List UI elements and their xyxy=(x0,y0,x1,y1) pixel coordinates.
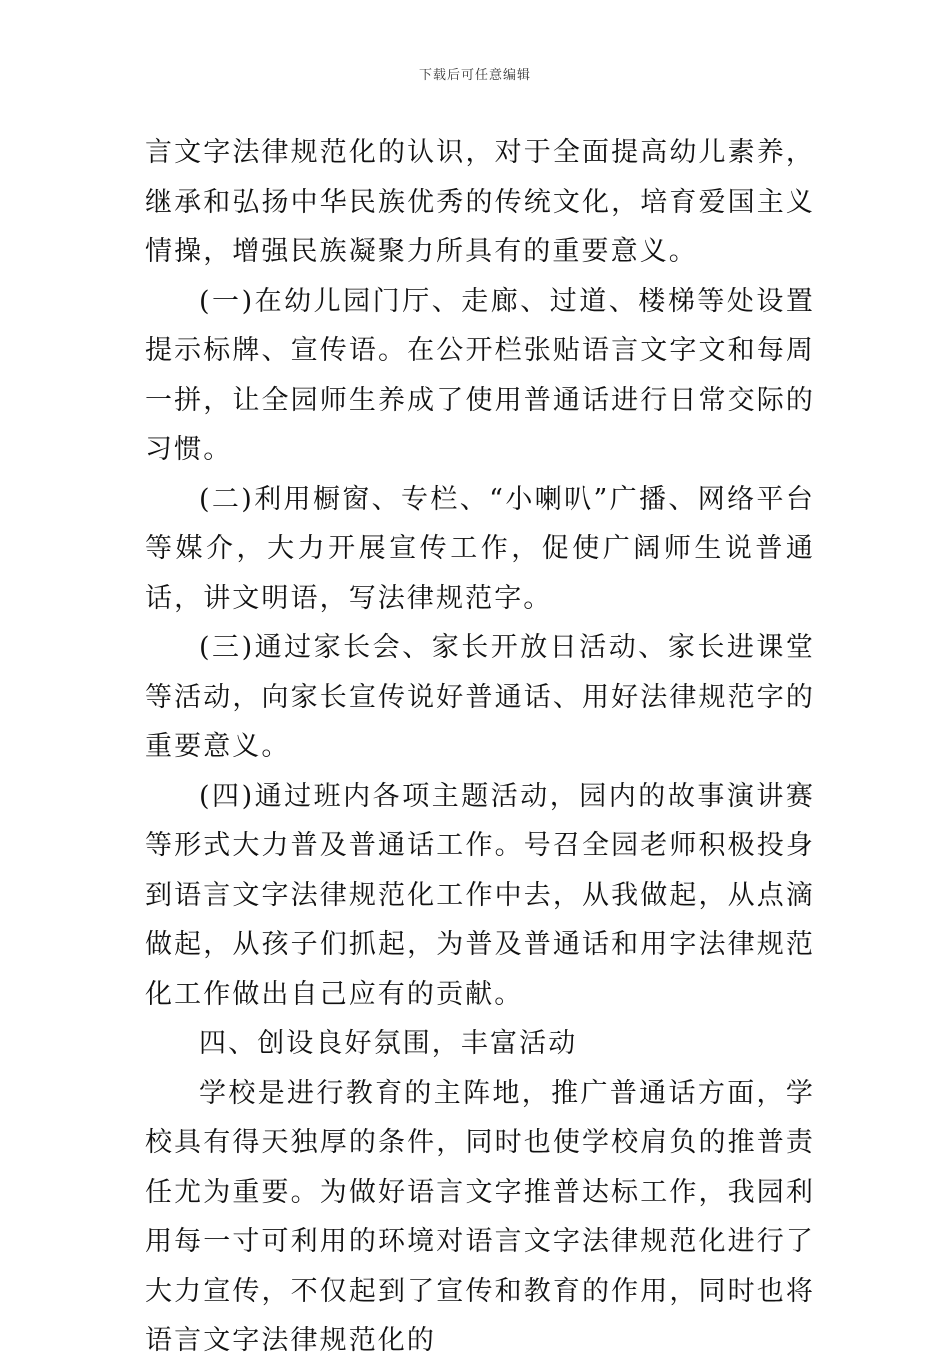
paragraph: (三)通过家长会、家长开放日活动、家长进课堂等活动，向家长宣传说好普通话、用好法律规范字的重要意义。 xyxy=(145,632,815,762)
paragraph: (四)通过班内各项主题活动，园内的故事演讲赛等形式大力普及普通话工作。号召全园老师积极投身到语言文字法律规范化工作中去，从我做起，从点滴做起，从孩子们抓起，为普及普通话和用字法律规范化工作做出自己应有的贡献。 xyxy=(145,780,815,1010)
section-heading: 四、创设良好氛围，丰富活动 xyxy=(199,1028,578,1059)
paragraph: 学校是进行教育的主阵地，推广普通话方面，学校具有得天独厚的条件，同时也使学校肩负的推普责任尤为重要。为做好语言文字推普达标工作，我园利用每一寸可利用的环境对语言文字法律规范化进行了大力宣传，不仅起到了宣传和教育的作用，同时也将语言文字法律规范化的 xyxy=(145,1077,815,1356)
paragraph: (二)利用橱窗、专栏、“小喇叭”广播、网络平台等媒介，大力开展宣传工作，促使广阔师生说普通话，讲文明语，写法律规范字。 xyxy=(145,483,815,614)
paragraph: 言文字法律规范化的认识，对于全面提高幼儿素养，继承和弘扬中华民族优秀的传统文化，培育爱国主义情操，增强民族凝聚力所具有的重要意义。 xyxy=(145,137,815,267)
page-header: 下载后可任意编辑 xyxy=(418,68,531,83)
paragraph: (一)在幼儿园门厅、走廊、过道、楼梯等处设置提示标牌、宣传语。在公开栏张贴语言文字文和每周一拼，让全园师生养成了使用普通话进行日常交际的习惯。 xyxy=(145,285,815,465)
document-body xyxy=(145,128,815,1366)
